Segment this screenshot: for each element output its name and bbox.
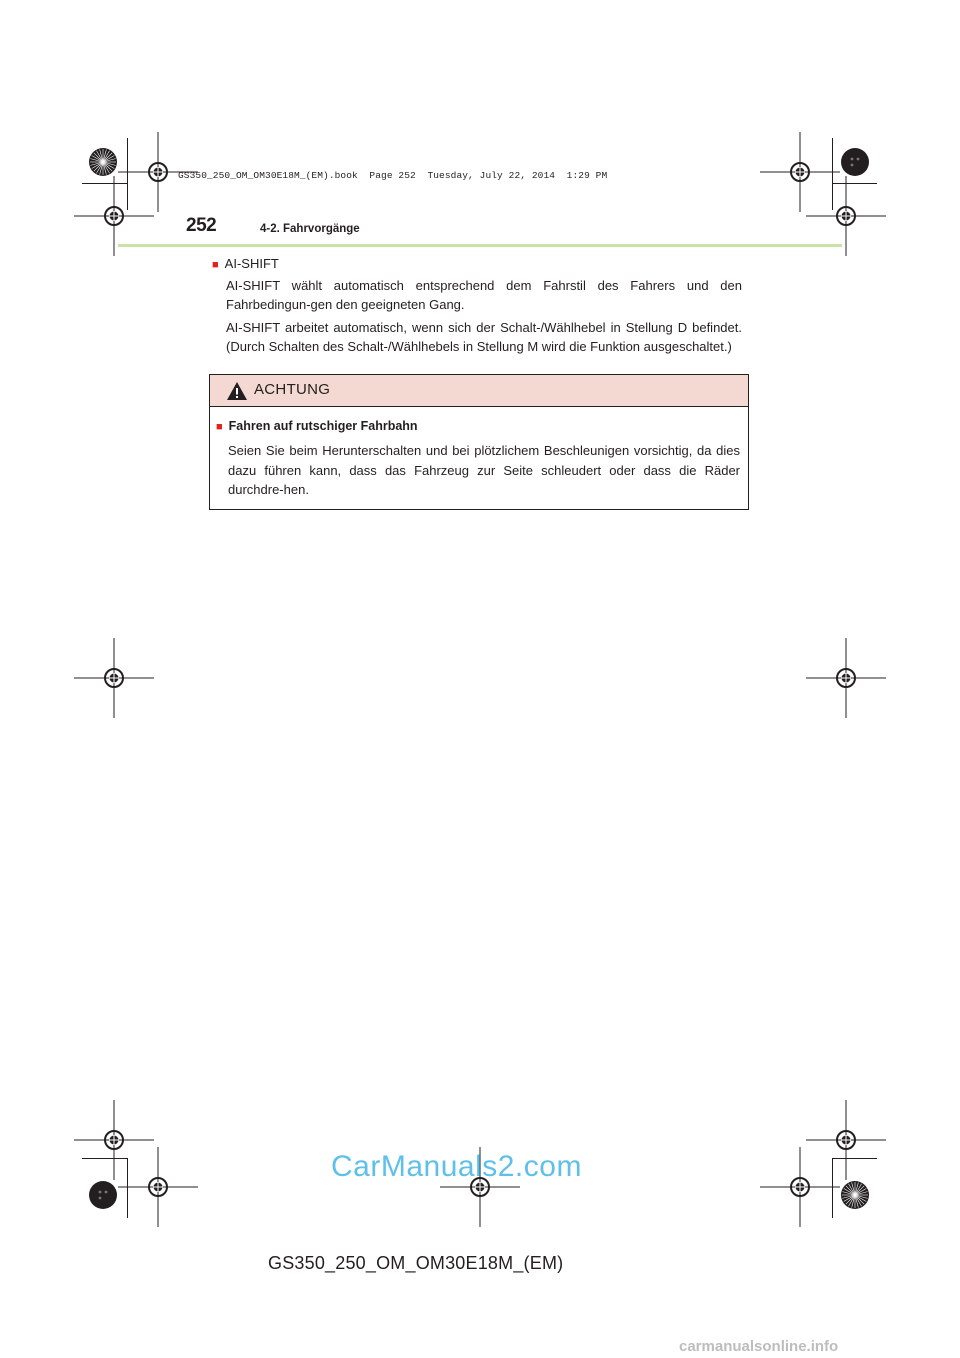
book-header: GS350_250_OM_OM30E18M_(EM).book Page 252 Tuesday, July 22, 2014 1:29 PM: [178, 170, 608, 181]
ai-shift-heading: [212, 256, 279, 271]
trim-line: [832, 138, 833, 210]
trim-line: [832, 183, 877, 184]
warning-subheading-text: Fahren auf rutschiger Fahrbahn: [228, 419, 418, 433]
site-watermark: carmanualsonline.info: [679, 1338, 839, 1355]
starburst-mark-icon: [840, 1180, 870, 1210]
section-title: 4-2. Fahrvorgänge: [260, 223, 360, 235]
watermark-logo: CarManuals2.com: [331, 1150, 582, 1183]
square-bullet-icon: ■: [212, 259, 219, 271]
ai-shift-paragraph-1: AI-SHIFT wählt automatisch entsprechend dem Fahrstil des Fahrers und den Fahrbedingun-gen den geeigneten Gang.: [226, 278, 742, 312]
crosshair-mark-icon: [806, 176, 886, 256]
page-number: 252: [186, 215, 217, 236]
crosshair-mark-icon: [760, 1147, 840, 1227]
trim-line: [127, 1158, 128, 1218]
trim-line: [832, 1158, 833, 1218]
ai-shift-heading-text: AI-SHIFT: [224, 256, 279, 271]
ai-shift-paragraph-2: AI-SHIFT arbeitet automatisch, wenn sich der Schalt-/Wählhebel in Stellung D befindet. (Durch Schalten des Schalt-/Wählhebels in Stellung M wird die Funktion ausgeschaltet.): [226, 320, 742, 354]
square-bullet-icon: ■: [216, 421, 223, 433]
crosshair-mark-icon: [74, 176, 154, 256]
solid-dot-mark-icon: [840, 147, 870, 177]
crosshair-mark-icon: [74, 638, 154, 718]
warning-title: ACHTUNG: [254, 381, 331, 398]
trim-line: [127, 138, 128, 210]
trim-line: [832, 1158, 877, 1159]
warning-header: [210, 375, 748, 407]
warning-subheading: [216, 419, 418, 433]
warning-text: Seien Sie beim Herunterschalten und bei plötzlichem Beschleunigen vorsichtig, da dies dazu führen kann, dass das Fahrzeug zur Seite schleudert oder dass die Räder durchdre-hen.: [228, 443, 740, 497]
crosshair-mark-icon: [118, 1147, 198, 1227]
footer-code: GS350_250_OM_OM30E18M_(EM): [268, 1253, 564, 1273]
trim-line: [82, 1158, 127, 1159]
warning-triangle-icon: [226, 381, 248, 401]
crosshair-mark-icon: [806, 638, 886, 718]
header-rule: [118, 244, 842, 247]
starburst-mark-icon: [88, 147, 118, 177]
solid-dot-mark-icon: [88, 1180, 118, 1210]
trim-line: [82, 183, 127, 184]
